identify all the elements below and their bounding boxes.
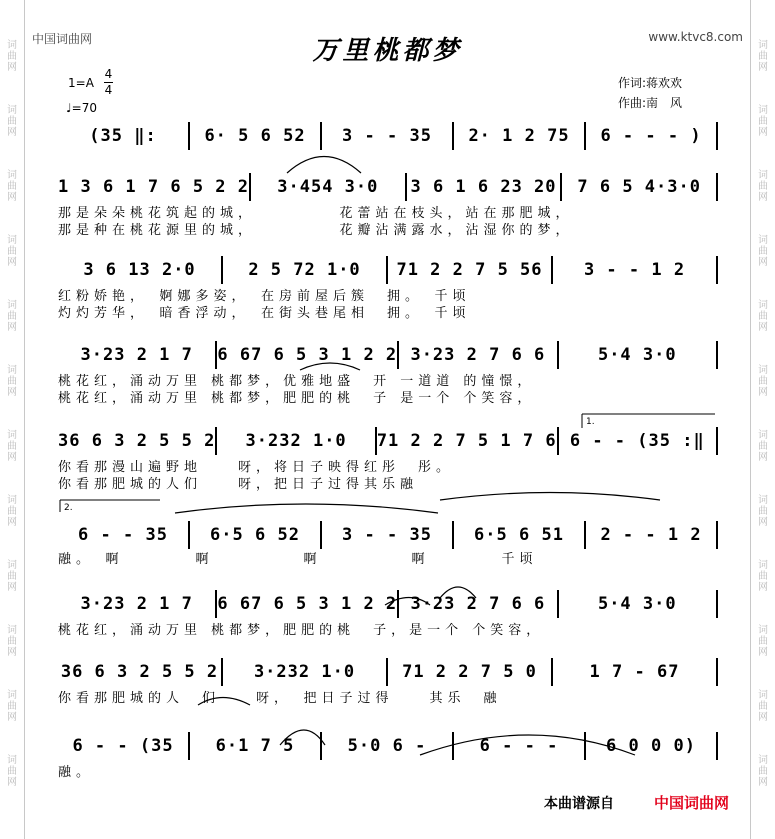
barline xyxy=(716,658,718,686)
site-name-left: 中国词曲网 xyxy=(32,32,93,46)
measure: 71 2 2 7 5 0 xyxy=(402,662,537,682)
note-line xyxy=(58,661,718,683)
watermark-text: 词 曲 网 xyxy=(7,430,17,463)
measure: 3·23 2 7 6 6 xyxy=(410,345,546,365)
barline xyxy=(716,427,718,455)
measure: 6·5 6 51 xyxy=(474,525,564,545)
lyric-line: 你看那肥城的人 们 呀， 把日子过得 其乐 融 xyxy=(58,691,502,706)
lyric-line: 你看那漫山遍野地 呀，将日子映得红彤 彤。 xyxy=(58,460,455,475)
watermark-text: 词 曲 网 xyxy=(7,365,17,398)
measure: 1 3 6 1 7 6 5 2 2 xyxy=(58,177,249,197)
time-signature xyxy=(104,68,113,97)
measure: 3·23 2 7 6 6 xyxy=(410,594,546,614)
lyric-line: 桃花红，涌动万里 桃都梦，优雅地盛 开 一道道 的憧憬， xyxy=(58,374,536,389)
measure: 36 6 3 2 5 5 2 xyxy=(58,431,216,451)
source-name: 中国词曲网 xyxy=(654,794,730,812)
barline xyxy=(716,521,718,549)
watermark-text: 词 曲 网 xyxy=(758,625,768,658)
lyric-line: 红粉娇艳， 婀娜多姿， 在房前屋后簇 拥。 千顷 xyxy=(58,289,471,304)
note-line xyxy=(58,593,718,615)
measure: 3·454 3·0 xyxy=(277,177,379,197)
left-watermark-strip xyxy=(0,0,25,839)
barline xyxy=(716,732,718,760)
measure: 3·23 2 1 7 xyxy=(80,594,193,614)
watermark-text: 词 曲 网 xyxy=(758,690,768,723)
watermark-text: 词 曲 网 xyxy=(758,235,768,268)
watermark-text: 词 曲 网 xyxy=(7,300,17,333)
measure: 71 2 2 7 5 1 7 6 xyxy=(376,431,557,451)
measure: 6 - - 35 xyxy=(78,525,168,545)
measure: 6 - - (35 xyxy=(72,736,174,756)
watermark-text: 词 曲 网 xyxy=(7,170,17,203)
watermark-text: 词 曲 网 xyxy=(758,365,768,398)
right-watermark-strip xyxy=(750,0,775,839)
measure: 5·4 3·0 xyxy=(597,345,677,365)
measure: (35 ‖: xyxy=(89,126,157,146)
site-url: www.ktvc8.com xyxy=(648,30,743,44)
measure: 6 - - (35 :‖ xyxy=(569,431,705,451)
measure: 6· 5 6 52 xyxy=(204,126,306,146)
time-signature-bottom: 4 xyxy=(104,83,113,97)
note-line xyxy=(58,259,718,281)
key-signature: 1=A xyxy=(68,76,94,90)
measure: 6 67 6 5 3 1 2 2 xyxy=(217,345,398,365)
note-line xyxy=(58,430,718,452)
watermark-text: 词 曲 网 xyxy=(758,300,768,333)
lyric-line: 那是朵朵桃花筑起的城， 花蕾站在枝头，站在那肥城， xyxy=(58,206,574,221)
barline xyxy=(716,590,718,618)
watermark-text: 词 曲 网 xyxy=(758,560,768,593)
volta-second-ending: 2. xyxy=(64,503,73,513)
watermark-text: 词 曲 网 xyxy=(7,755,17,788)
lyric-line: 灼灼芳华， 暗香浮动， 在街头巷尾相 拥。 千顷 xyxy=(58,306,471,321)
watermark-text: 词 曲 网 xyxy=(758,40,768,73)
song-title: 万里桃都梦 xyxy=(312,36,463,66)
note-line xyxy=(58,524,718,546)
watermark-text: 词 曲 网 xyxy=(7,40,17,73)
measure: 6·1 7 5 xyxy=(215,736,295,756)
barline xyxy=(716,341,718,369)
watermark-text: 词 曲 网 xyxy=(7,690,17,723)
watermark-text: 词 曲 网 xyxy=(7,560,17,593)
watermark-text: 词 曲 网 xyxy=(7,235,17,268)
measure: 6 67 6 5 3 1 2 2 xyxy=(217,594,398,614)
watermark-text: 词 曲 网 xyxy=(7,105,17,138)
measure: 6 - - - ) xyxy=(600,126,702,146)
barline xyxy=(716,122,718,150)
measure: 3 - - 35 xyxy=(342,126,432,146)
note-line xyxy=(58,176,718,198)
measure: 1 7 - 67 xyxy=(589,662,680,682)
lyric-line: 融。 啊 啊 啊 啊 千顷 xyxy=(58,552,538,567)
lyric-line: 融。 xyxy=(58,765,95,780)
volta-first-ending: 1. xyxy=(586,417,595,427)
watermark-text: 词 曲 网 xyxy=(758,495,768,528)
lyric-line: 那是种在桃花源里的城， 花瓣沾满露水，沾湿你的梦， xyxy=(58,223,574,238)
measure: 6 - - - xyxy=(479,736,559,756)
watermark-text: 词 曲 网 xyxy=(758,170,768,203)
measure: 6 0 0 0) xyxy=(606,736,696,756)
watermark-text: 词 曲 网 xyxy=(758,430,768,463)
measure: 3·232 1·0 xyxy=(253,662,356,682)
watermark-text: 词 曲 网 xyxy=(758,105,768,138)
barline xyxy=(716,256,718,284)
time-signature-top: 4 xyxy=(104,67,113,81)
note-line xyxy=(58,344,718,366)
measure: 3 6 13 2·0 xyxy=(83,260,196,280)
measure: 3 6 1 6 23 20 xyxy=(410,177,557,197)
lyric-line: 桃花红，涌动万里 桃都梦，肥肥的桃 子 是一个 个笑容， xyxy=(58,391,536,406)
watermark-text: 词 曲 网 xyxy=(7,495,17,528)
measure: 2· 1 2 75 xyxy=(468,126,570,146)
measure: 2 - - 1 2 xyxy=(600,525,702,545)
lyricist: 作词:蒋欢欢 xyxy=(618,76,683,90)
measure: 3 - - 35 xyxy=(342,525,432,545)
measure: 36 6 3 2 5 5 2 xyxy=(60,662,219,682)
measure: 7 6 5 4·3·0 xyxy=(577,177,701,197)
watermark-text: 词 曲 网 xyxy=(7,625,17,658)
watermark-text: 词 曲 网 xyxy=(758,755,768,788)
note-line xyxy=(58,735,718,757)
source-label: 本曲谱源自 xyxy=(544,796,614,812)
measure: 5·0 6 - xyxy=(347,736,427,756)
measure: 3 - - 1 2 xyxy=(583,260,686,280)
measure: 71 2 2 7 5 56 xyxy=(396,260,543,280)
note-line xyxy=(58,125,718,147)
composer: 作曲:南 风 xyxy=(618,96,683,110)
measure: 5·4 3·0 xyxy=(597,594,677,614)
barline xyxy=(716,173,718,201)
measure: 6·5 6 52 xyxy=(210,525,300,545)
measure: 2 5 72 1·0 xyxy=(248,260,361,280)
lyric-line: 桃花红，涌动万里 桃都梦，肥肥的桃 子，是一个 个笑容， xyxy=(58,623,545,638)
tempo-mark: ♩=70 xyxy=(66,101,97,115)
lyric-line: 你看那肥城的人们 呀，把日子过得其乐融 xyxy=(58,477,419,492)
measure: 3·23 2 1 7 xyxy=(80,345,193,365)
measure: 3·232 1·0 xyxy=(245,431,347,451)
